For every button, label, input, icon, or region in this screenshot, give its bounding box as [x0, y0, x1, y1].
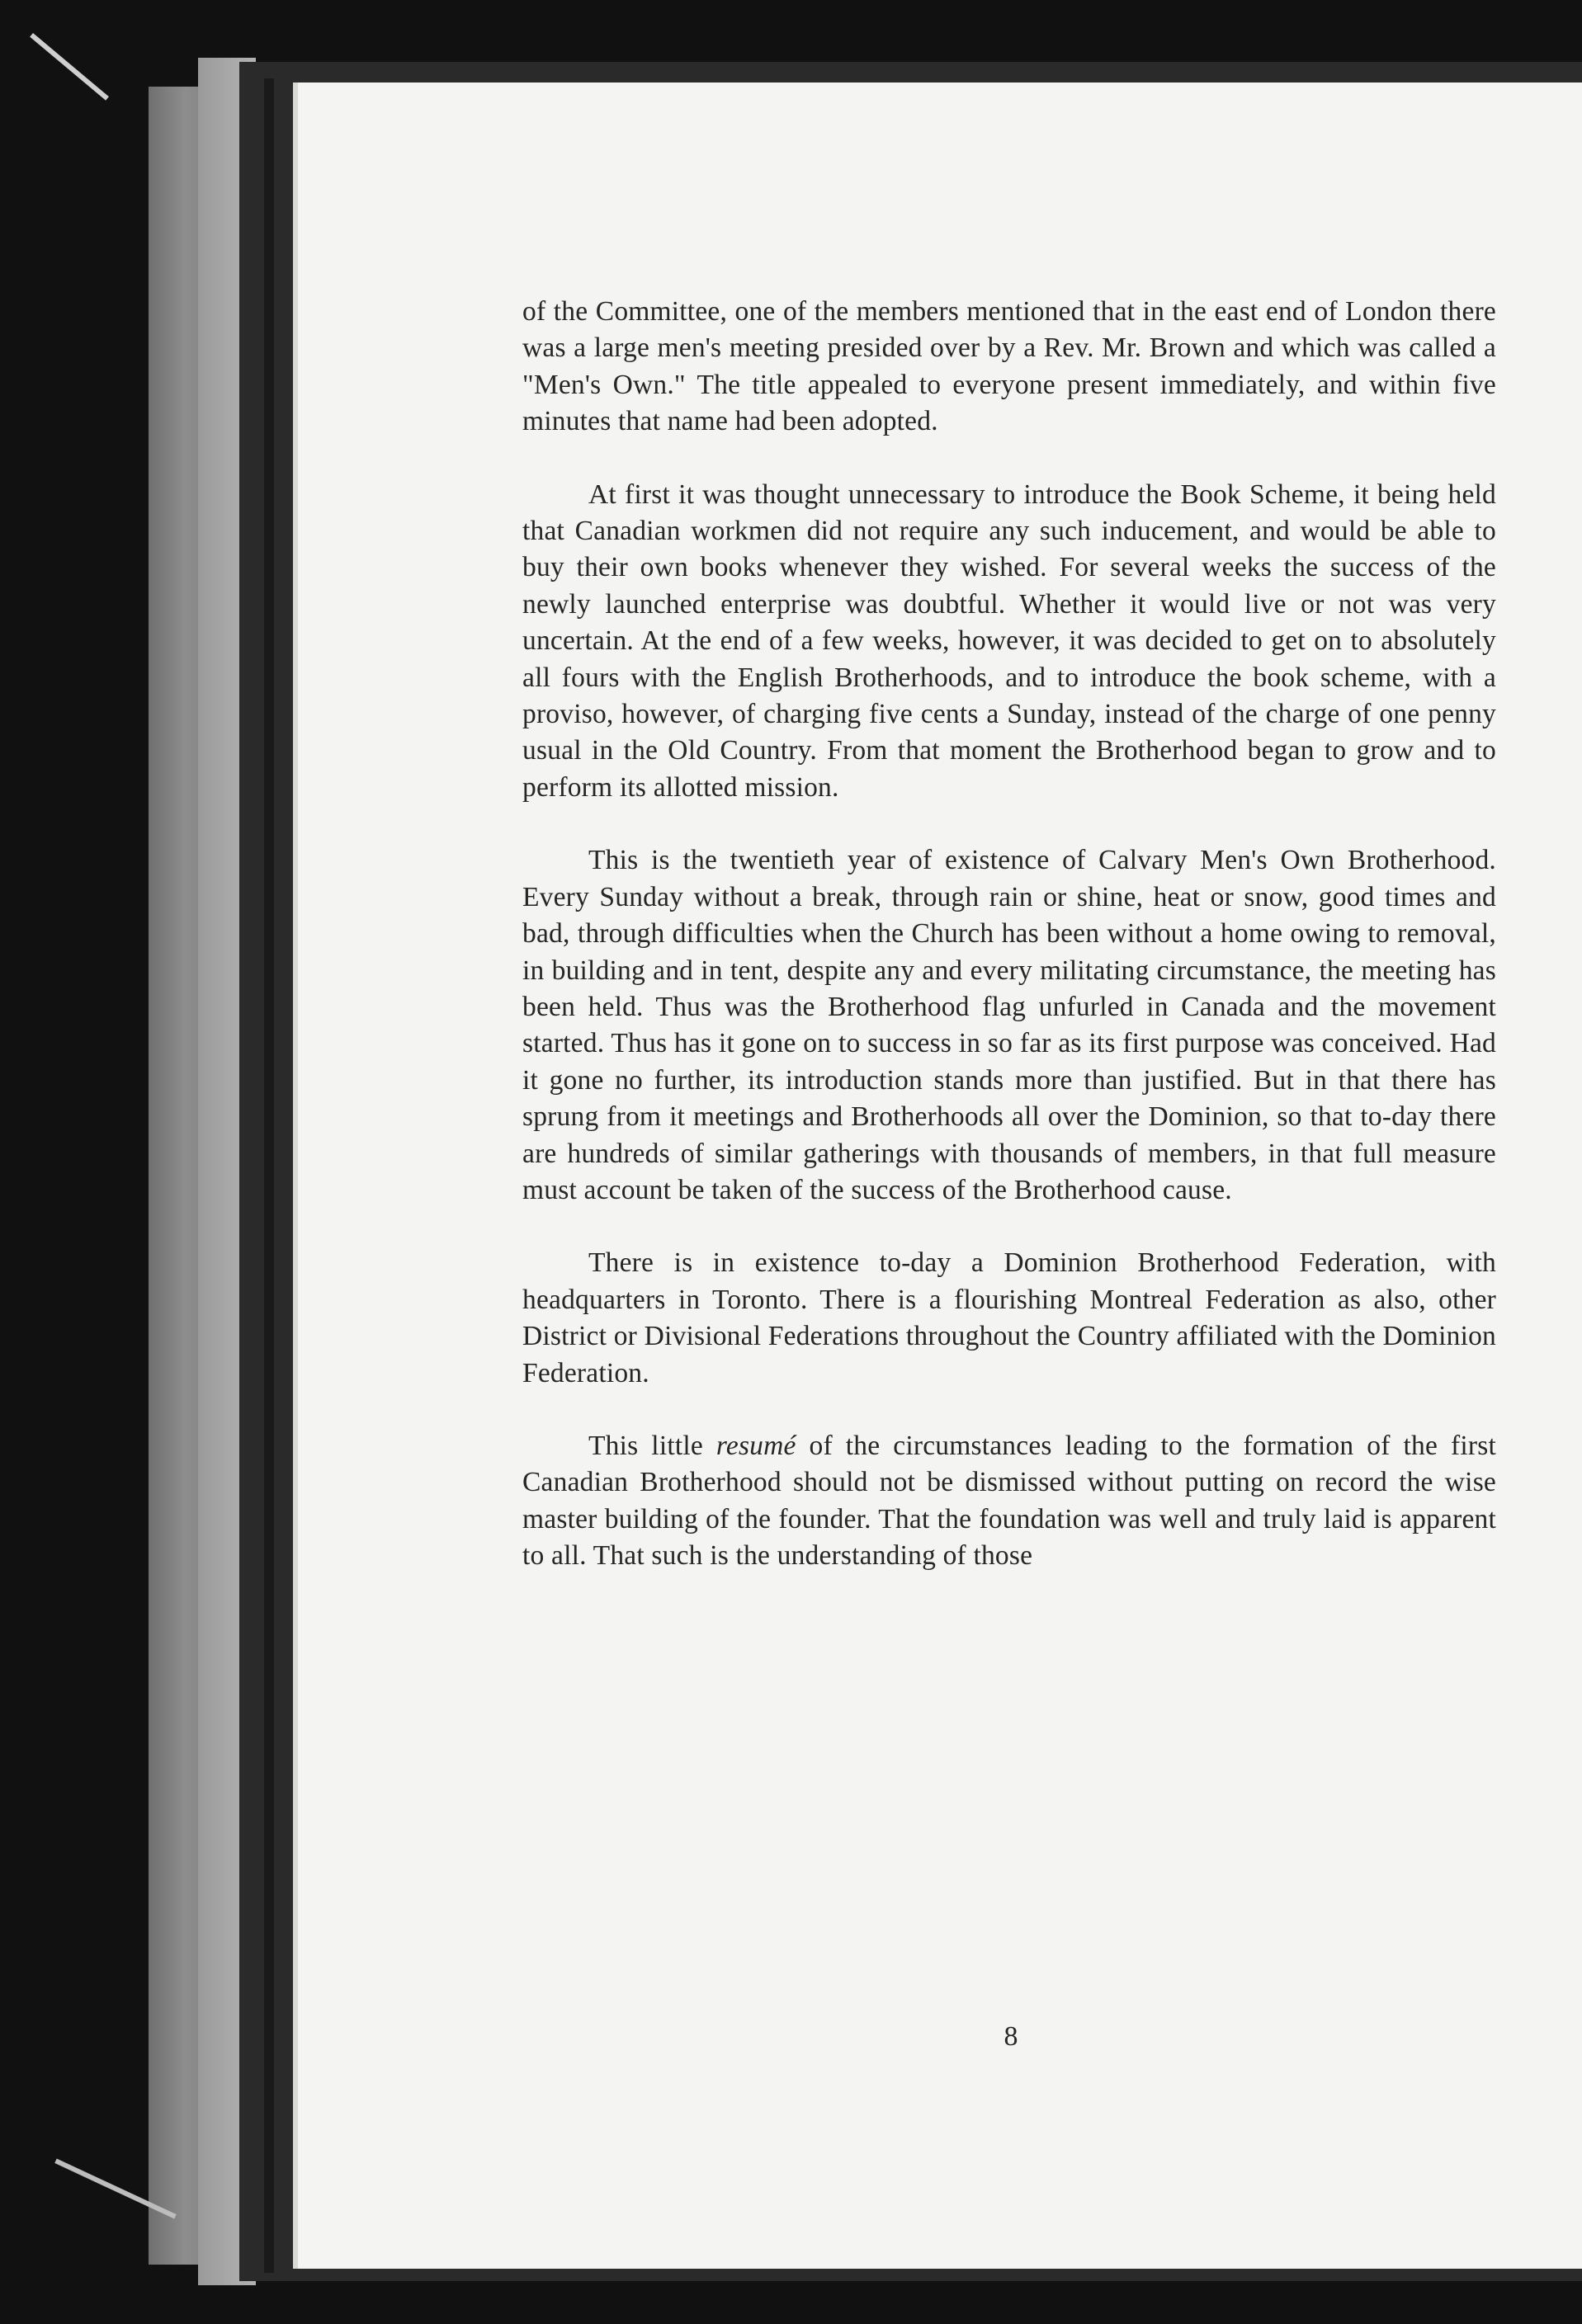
paragraph-4: There is in existence to-day a Dominion Brotherhood Federation, with headquarters in Toronto. There is a flourishing Montreal Federation as also, other District or Divisional Federations throughout the Country affiliated with the Dominion Federation.: [522, 1247, 1496, 1388]
paragraph-5: [522, 1428, 1496, 1575]
paragraph-5-rest: of the circumstances leading to the formation of the first Canadian Brotherhood should not be dismissed without putting on record the wise master building of the founder. That the foundation was well and truly laid is apparent to all. That such is the understanding of those: [522, 1430, 1496, 1572]
paragraph-3: This is the twentieth year of existence of Calvary Men's Own Brotherhood. Every Sunday without a break, through rain or shine, heat or snow, good times and bad, through difficulties when the Church has been without a home owing to removal, in building and in tent, despite any and every militating circumstance, the meeting has been held. Thus was the Brotherhood flag unfurled in Canada and the movement started. Thus has it gone on to success in so far as its first purpose was conceived. Had it gone no further, its introduction stands more than justified. But in that there has sprung from it meetings and Brotherhoods all over the Dominion, so that to-day there are hundreds of similar gatherings with thousands of members, in that full measure must account be taken of the success of the Brotherhood cause.: [522, 845, 1496, 1205]
paragraph-5-italic-word: resumé: [715, 1430, 796, 1461]
paragraph-2: At first it was thought unnecessary to introduce the Book Scheme, it being held that Canadian workmen did not require any such inducement, and would be able to buy their own books whenever they wished. For several weeks the success of the newly launched enterprise was doubtful. Whether it would live or not was very uncertain. At the end of a few weeks, however, it was decided to get on to absolutely all fours with the English Brotherhoods, and to introduce the book scheme, with a proviso, however, of charging five cents a Sunday, instead of the charge of one penny usual in the Old Country. From that moment the Brotherhood began to grow and to perform its allotted mission.: [522, 478, 1496, 803]
paragraph-1: of the Committee, one of the members mentioned that in the east end of London there was a large men's meeting presided over by a Rev. Mr. Brown and which was called a "Men's Own." The title appealed to everyone present immediately, and within five minutes that name had been adopted.: [522, 296, 1496, 437]
page-number: 8: [1004, 2021, 1018, 2052]
paragraph-5-start: This little: [588, 1430, 716, 1461]
page-body-text: [522, 294, 1496, 1611]
page-gutter-shadow: [264, 78, 274, 2273]
